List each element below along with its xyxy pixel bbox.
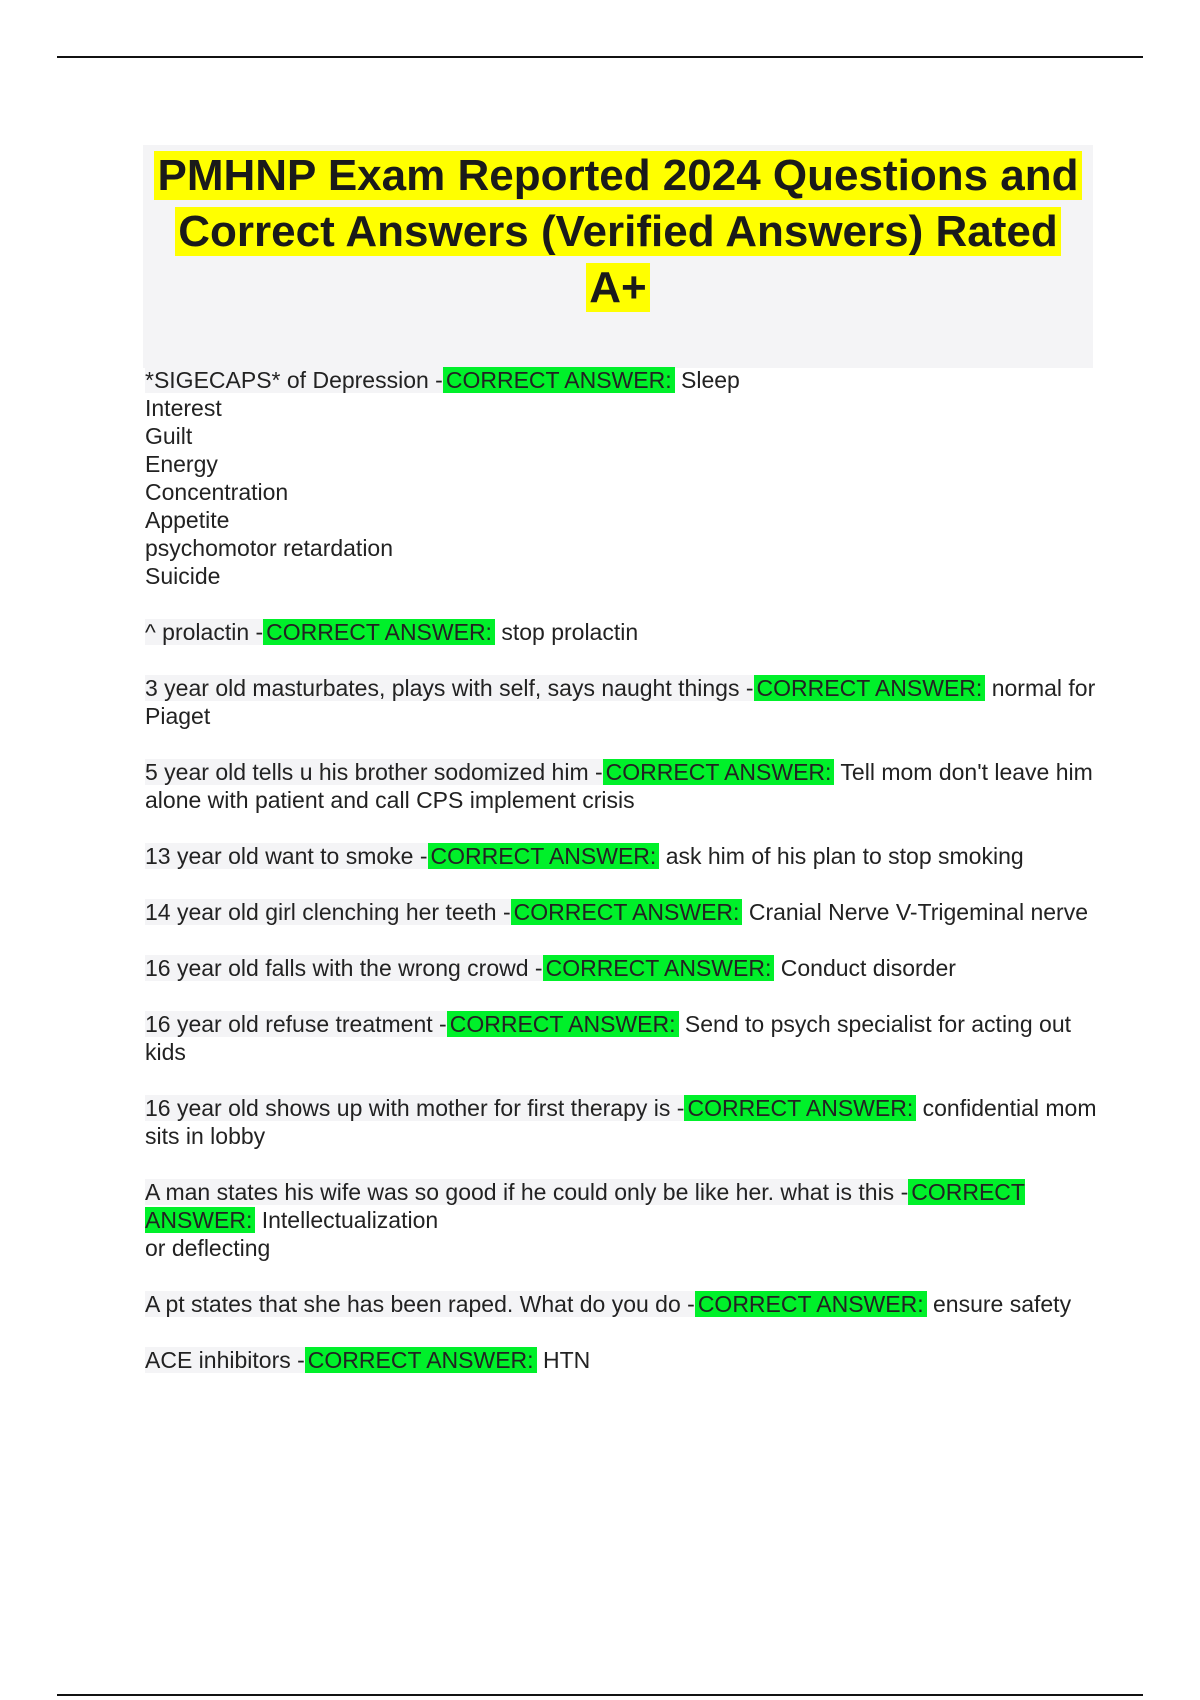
- qa-answer: Intellectualization or deflecting: [145, 1207, 439, 1261]
- correct-answer-label: CORRECT ANSWER:: [511, 899, 743, 925]
- correct-answer-label: CORRECT ANSWER:: [684, 1095, 916, 1121]
- qa-question: 13 year old want to smoke -: [145, 843, 428, 869]
- qa-answer: confidential mom sits in lobby: [145, 1095, 1097, 1149]
- qa-answer: stop prolactin: [501, 619, 639, 645]
- correct-answer-label: CORRECT ANSWER:: [543, 955, 775, 981]
- correct-answer-label: CORRECT ANSWER:: [603, 759, 835, 785]
- correct-answer-label: CORRECT ANSWER:: [447, 1011, 679, 1037]
- title-highlight: PMHNP Exam Reported 2024 Questions and Correct Answers (Verified Answers) Rated A+: [154, 151, 1081, 312]
- qa-item: [145, 842, 1100, 870]
- correct-answer-label: CORRECT ANSWER:: [754, 675, 986, 701]
- correct-answer-label: CORRECT ANSWER:: [305, 1347, 537, 1373]
- qa-answer: ensure safety: [932, 1291, 1072, 1317]
- qa-answer: Conduct disorder: [780, 955, 956, 981]
- qa-answer: Cranial Nerve V-Trigeminal nerve: [748, 899, 1088, 925]
- qa-item: [145, 618, 1100, 646]
- qa-answer: Tell mom don't leave him alone with patient and call CPS implement crisis: [145, 759, 1093, 813]
- qa-item: [145, 1094, 1100, 1150]
- qa-question: ACE inhibitors -: [145, 1347, 305, 1373]
- qa-question: ^ prolactin -: [145, 619, 264, 645]
- correct-answer-label: CORRECT ANSWER:: [695, 1291, 927, 1317]
- qa-item: [145, 954, 1100, 982]
- qa-item: [145, 1178, 1100, 1262]
- qa-answer: normal for Piaget: [145, 675, 1096, 729]
- qa-item: [145, 366, 1100, 590]
- correct-answer-label: CORRECT ANSWER:: [443, 367, 675, 393]
- qa-item: [145, 1010, 1100, 1066]
- document-title: [143, 145, 1093, 316]
- qa-answer: Sleep Interest Guilt Energy Concentration Appetite psychomotor retardation Suicide: [145, 367, 740, 589]
- qa-question: *SIGECAPS* of Depression -: [145, 367, 443, 393]
- correct-answer-label: CORRECT ANSWER:: [145, 1179, 1025, 1233]
- qa-question: A man states his wife was so good if he could only be like her. what is this -: [145, 1179, 909, 1205]
- qa-item: [145, 1290, 1100, 1318]
- qa-question: 16 year old refuse treatment -: [145, 1011, 447, 1037]
- qa-list: [145, 366, 1100, 1402]
- top-rule: [57, 56, 1143, 58]
- qa-answer: HTN: [542, 1347, 591, 1373]
- qa-item: [145, 758, 1100, 814]
- correct-answer-label: CORRECT ANSWER:: [263, 619, 495, 645]
- correct-answer-label: CORRECT ANSWER:: [428, 843, 660, 869]
- qa-question: 14 year old girl clenching her teeth -: [145, 899, 511, 925]
- qa-question: 5 year old tells u his brother sodomized him -: [145, 759, 603, 785]
- qa-question: 16 year old falls with the wrong crowd -: [145, 955, 543, 981]
- qa-answer: Send to psych specialist for acting out kids: [145, 1011, 1071, 1065]
- qa-item: [145, 674, 1100, 730]
- qa-question: A pt states that she has been raped. What do you do -: [145, 1291, 695, 1317]
- qa-question: 16 year old shows up with mother for first therapy is -: [145, 1095, 685, 1121]
- bottom-rule: [57, 1694, 1143, 1696]
- qa-question: 3 year old masturbates, plays with self, says naught things -: [145, 675, 754, 701]
- qa-answer: ask him of his plan to stop smoking: [665, 843, 1024, 869]
- qa-item: [145, 898, 1100, 926]
- title-panel: [143, 145, 1093, 368]
- qa-item: [145, 1346, 1100, 1374]
